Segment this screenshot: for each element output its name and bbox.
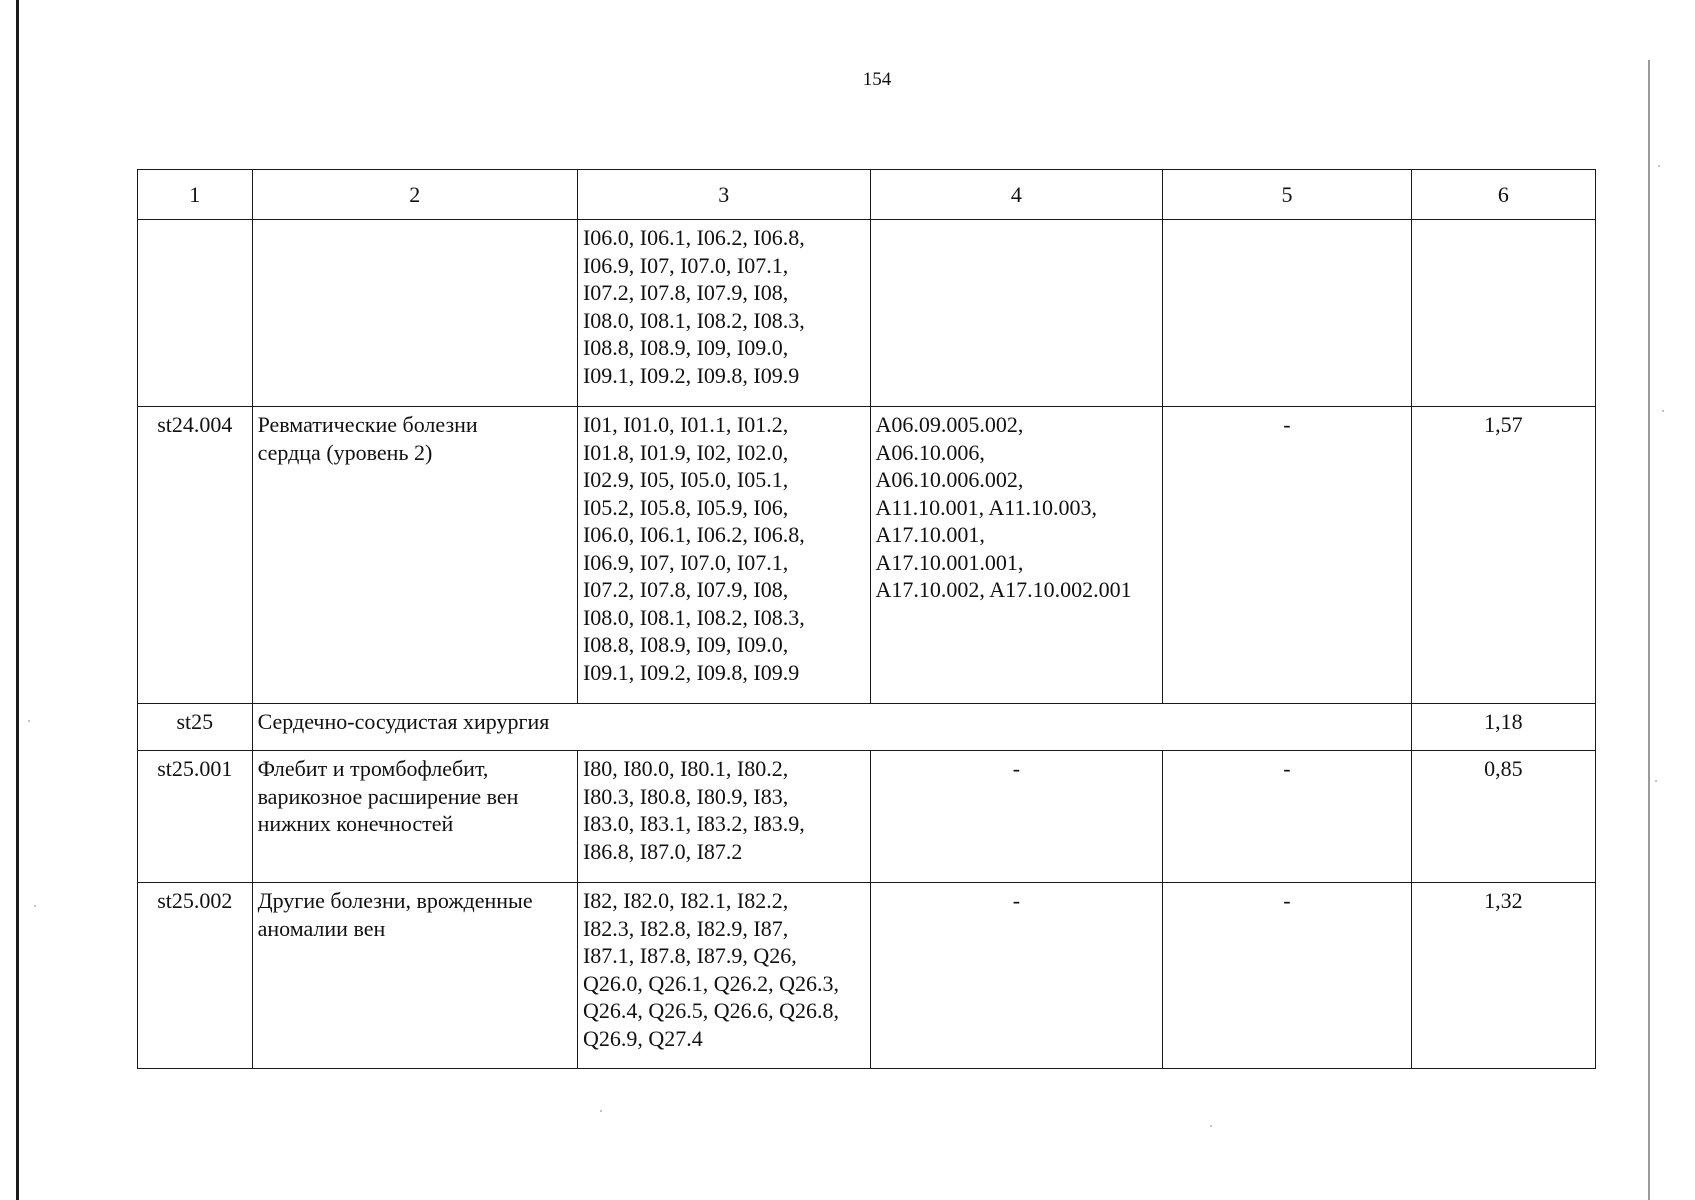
scan-speck <box>28 720 30 722</box>
table-row <box>138 220 1596 407</box>
coef-cell <box>1411 220 1595 407</box>
diagnoses-cell <box>577 220 870 407</box>
scan-speck <box>34 905 36 907</box>
services-line: A17.10.001, <box>875 522 985 547</box>
diagnoses-line: I07.2, I07.8, I07.9, I08, <box>582 280 789 305</box>
diagnoses-line: I08.8, I08.9, I09, I09.0, <box>582 335 789 360</box>
diagnoses-line: I08.8, I08.9, I09, I09.0, <box>582 632 789 657</box>
diagnoses-line: I83.0, I83.1, I83.2, I83.9, <box>582 811 805 836</box>
diagnoses-line: I06.0, I06.1, I06.2, I06.8, <box>582 522 805 547</box>
services-cell: - <box>870 751 1163 883</box>
name-cell <box>252 407 577 704</box>
name-line: Другие болезни, врожденные <box>257 888 533 913</box>
name-line: Флебит и тромбофлебит, <box>257 756 489 781</box>
name-line: сердца (уровень 2) <box>257 439 433 465</box>
table-header-row <box>138 170 1596 220</box>
coef-cell: 0,85 <box>1411 751 1595 883</box>
services-cell <box>870 407 1163 704</box>
code-cell: st24.004 <box>138 407 253 704</box>
scan-binding-edge <box>16 0 19 1200</box>
scan-speck <box>600 1110 602 1112</box>
diagnoses-line: I06.9, I07, I07.0, I07.1, <box>582 252 789 278</box>
diagnoses-line: I09.1, I09.2, I09.8, I09.9 <box>582 659 800 685</box>
col5-cell <box>1163 220 1412 407</box>
diagnoses-line: I02.9, I05, I05.0, I05.1, <box>582 467 789 492</box>
table-row <box>138 883 1596 1069</box>
diagnoses-line: I82.3, I82.8, I82.9, I87, <box>582 915 789 941</box>
code-cell: st25.001 <box>138 751 253 883</box>
name-line: варикозное расширение вен <box>257 783 519 809</box>
scan-speck <box>1658 165 1660 167</box>
diagnoses-line: I08.0, I08.1, I08.2, I08.3, <box>582 307 805 333</box>
diagnoses-line: Q26.0, Q26.1, Q26.2, Q26.3, <box>582 970 839 996</box>
col5-cell: - <box>1163 883 1412 1069</box>
diagnoses-line: I09.1, I09.2, I09.8, I09.9 <box>582 362 800 388</box>
code-cell: st25.002 <box>138 883 253 1069</box>
header-cell: 1 <box>138 170 253 220</box>
header-cell: 6 <box>1411 170 1595 220</box>
services-cell <box>870 220 1163 407</box>
diagnoses-line: Q26.4, Q26.5, Q26.6, Q26.8, <box>582 998 839 1023</box>
header-cell: 4 <box>870 170 1163 220</box>
tariff-table <box>137 169 1596 1069</box>
scan-speck <box>1655 780 1657 782</box>
diagnoses-line: I01.8, I01.9, I02, I02.0, <box>582 439 789 465</box>
services-line: A06.10.006.002, <box>875 467 1024 492</box>
page-number: 154 <box>862 69 892 90</box>
col5-cell: - <box>1163 751 1412 883</box>
diagnoses-line: I08.0, I08.1, I08.2, I08.3, <box>582 604 805 630</box>
header-cell: 3 <box>577 170 870 220</box>
code-cell: st25 <box>138 704 253 751</box>
diagnoses-line: I80.3, I80.8, I80.9, I83, <box>582 783 789 809</box>
services-cell: - <box>870 883 1163 1069</box>
diagnoses-line: I06.9, I07, I07.0, I07.1, <box>582 549 789 575</box>
services-line: A17.10.001.001, <box>875 549 1024 575</box>
diagnoses-line: I05.2, I05.8, I05.9, I06, <box>582 494 789 520</box>
table-row <box>138 751 1596 883</box>
diagnoses-cell <box>577 883 870 1069</box>
name-line: нижних конечностей <box>257 811 454 836</box>
services-line: A06.10.006, <box>875 439 985 465</box>
name-cell <box>252 883 577 1069</box>
diagnoses-cell <box>577 751 870 883</box>
diagnoses-line: I01, I01.0, I01.1, I01.2, <box>582 412 789 437</box>
table-row <box>138 407 1596 704</box>
coef-cell: 1,57 <box>1411 407 1595 704</box>
group-row <box>138 704 1596 751</box>
diagnoses-line: I06.0, I06.1, I06.2, I06.8, <box>582 225 805 250</box>
diagnoses-line: I80, I80.0, I80.1, I80.2, <box>582 756 789 781</box>
diagnoses-cell <box>577 407 870 704</box>
name-cell <box>252 751 577 883</box>
diagnoses-line: I82, I82.0, I82.1, I82.2, <box>582 888 789 913</box>
name-line: аномалии вен <box>257 915 386 941</box>
services-line: A17.10.002, A17.10.002.001 <box>875 577 1132 602</box>
diagnoses-line: I86.8, I87.0, I87.2 <box>582 838 743 864</box>
coef-cell: 1,32 <box>1411 883 1595 1069</box>
code-cell <box>138 220 253 407</box>
name-line: Ревматические болезни <box>257 412 478 437</box>
col5-cell: - <box>1163 407 1412 704</box>
diagnoses-line: Q26.9, Q27.4 <box>582 1025 703 1051</box>
coef-cell: 1,18 <box>1411 704 1595 751</box>
diagnoses-line: I87.1, I87.8, I87.9, Q26, <box>582 943 797 968</box>
diagnoses-line: I07.2, I07.8, I07.9, I08, <box>582 577 789 602</box>
group-name-cell: Сердечно-сосудистая хирургия <box>252 704 1411 751</box>
scan-speck <box>1662 410 1664 412</box>
services-line: A11.10.001, A11.10.003, <box>875 494 1097 520</box>
scan-speck <box>1210 1125 1212 1127</box>
name-cell <box>252 220 577 407</box>
header-cell: 5 <box>1163 170 1412 220</box>
header-cell: 2 <box>252 170 577 220</box>
services-line: A06.09.005.002, <box>875 412 1024 437</box>
scan-right-edge <box>1648 60 1650 1200</box>
